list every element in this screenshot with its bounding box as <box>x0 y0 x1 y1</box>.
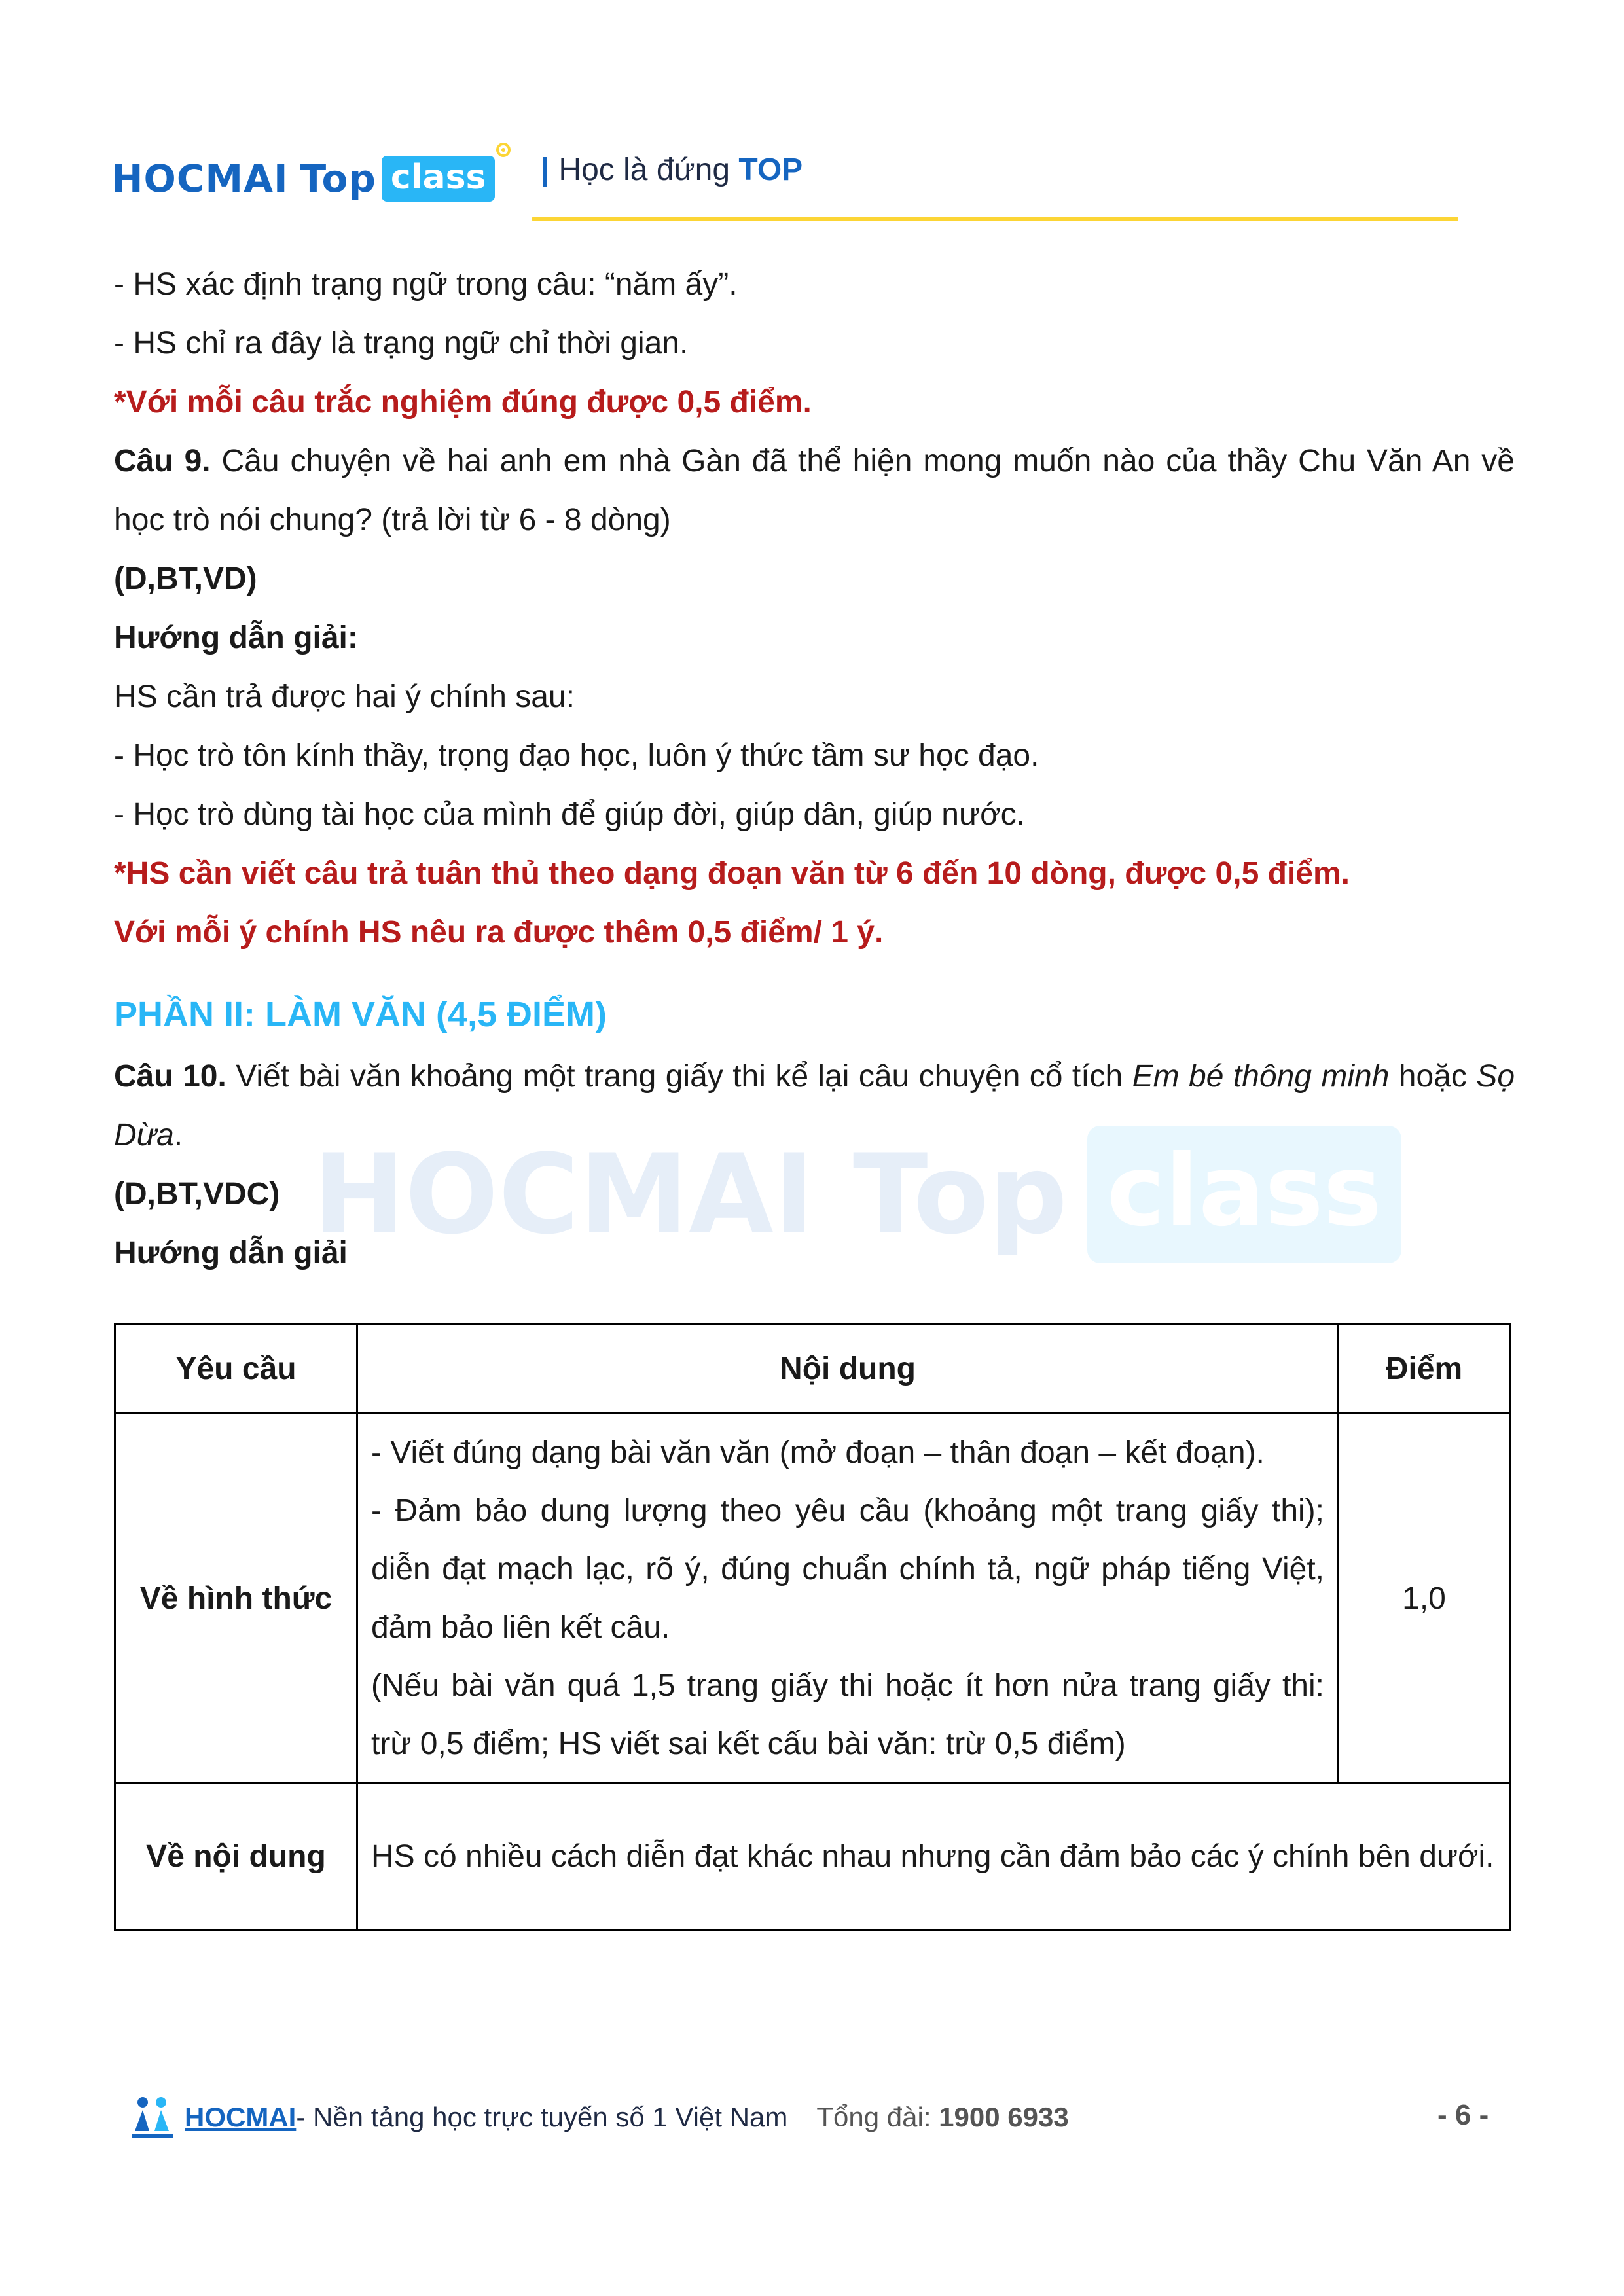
logo-hocmai-text: HOCMAI <box>111 156 289 201</box>
logo-class-badge <box>382 156 496 202</box>
table-header-cell: Yêu cầu <box>115 1325 357 1414</box>
guide-line-2: - Học trò tôn kính thầy, trọng đạo học, luôn ý thức tầm sư học đạo. <box>114 738 1039 773</box>
guide-heading: Hướng dẫn giải: <box>114 620 358 655</box>
table-row <box>115 1414 1510 1784</box>
table-row-label: Về hình thức <box>115 1414 357 1784</box>
hotline-label: Tổng đài: <box>816 2102 939 2132</box>
table-content-line: (Nếu bài văn quá 1,5 trang giấy thi hoặc ít hơn nửa trang giấy thi: trừ 0,5 điểm; HS viết sai kết cấu bài văn: trừ 0,5 điểm) <box>371 1668 1324 1761</box>
grading-table <box>114 1323 1511 1931</box>
answer-line-2: - HS chỉ ra đây là trạng ngữ chỉ thời gian. <box>114 326 689 361</box>
table-content-line: - Viết đúng dạng bài văn văn (mở đoạn – thân đoạn – kết đoạn). <box>371 1435 1265 1470</box>
guide-heading-2: Hướng dẫn giải <box>114 1236 348 1270</box>
footer-brand-link[interactable]: HOCMAI <box>185 2102 297 2132</box>
footer-slogan: - Nền tảng học trực tuyến số 1 Việt Nam <box>296 2102 788 2132</box>
tagline-divider: | <box>541 152 550 187</box>
scoring-note-2: *HS cần viết câu trả tuân thủ theo dạng đoạn văn từ 6 đến 10 dòng, được 0,5 điểm. <box>114 856 1350 891</box>
logo-class-text: class <box>390 158 486 197</box>
watermark-text: HOCMAI Top <box>313 1130 1068 1259</box>
table-header-cell: Điểm <box>1339 1325 1510 1414</box>
document-body <box>114 255 1515 1283</box>
section-heading: PHẦN II: LÀM VĂN (4,5 ĐIỂM) <box>114 995 607 1034</box>
question-9 <box>114 432 1515 550</box>
guide-line-3: - Học trò dùng tài học của mình để giúp đời, giúp dân, giúp nước. <box>114 797 1025 832</box>
table-row-score: 1,0 <box>1339 1414 1510 1784</box>
logo-top-text: Top <box>300 156 376 201</box>
tagline-strong: TOP <box>738 152 803 187</box>
question-9-level: (D,BT,VD) <box>114 562 257 596</box>
guide-line-1: HS cần trả được hai ý chính sau: <box>114 679 575 714</box>
header-divider <box>532 217 1458 221</box>
table-row-content <box>357 1414 1339 1784</box>
question-10-text-b: hoặc <box>1398 1059 1467 1094</box>
hotline-number: 1900 6933 <box>939 2102 1069 2132</box>
scoring-note-3: Với mỗi ý chính HS nêu ra được thêm 0,5 điểm/ 1 ý. <box>114 915 884 950</box>
answer-line-1: - HS xác định trạng ngữ trong câu: “năm ấy”. <box>114 267 738 302</box>
question-10-level: (D,BT,VDC) <box>114 1177 280 1211</box>
table-row-content: HS có nhiều cách diễn đạt khác nhau nhưng cần đảm bảo các ý chính bên dưới. <box>357 1784 1510 1930</box>
table-content-line: - Đảm bảo dung lượng theo yêu cầu (khoảng một trang giấy thi); diễn đạt mạch lạc, rõ ý, đúng chuẩn chính tả, ngữ pháp tiếng Việt, đảm bảo liên kết câu. <box>371 1494 1324 1645</box>
table-header-cell: Nội dung <box>357 1325 1339 1414</box>
question-10-text-a: Viết bài văn khoảng một trang giấy thi kể lại câu chuyện cổ tích <box>236 1059 1123 1094</box>
question-9-label: Câu 9. <box>114 444 211 478</box>
hocmai-logo-icon <box>128 2093 177 2142</box>
page-number: - 6 - <box>1437 2099 1489 2131</box>
brand-logo <box>111 143 495 215</box>
page-footer <box>128 2093 1069 2142</box>
scoring-note-1: *Với mỗi câu trắc nghiệm đúng được 0,5 điểm. <box>114 385 812 420</box>
question-9-text: Câu chuyện về hai anh em nhà Gàn đã thể hiện mong muốn nào của thầy Chu Văn An về học trò nói chung? (trả lời từ 6 - 8 dòng) <box>114 444 1515 537</box>
footer-hotline <box>816 2102 1068 2133</box>
watermark-class: class <box>1087 1126 1401 1263</box>
sun-icon <box>492 139 514 161</box>
question-10-label: Câu 10. <box>114 1059 226 1094</box>
table-row-label: Về nội dung <box>115 1784 357 1930</box>
table-header-row <box>115 1325 1510 1414</box>
table-row <box>115 1784 1510 1930</box>
question-10-end: . <box>173 1118 183 1153</box>
question-10-title-b: Sọ Dừa <box>114 1059 1515 1153</box>
question-10 <box>114 1047 1515 1165</box>
question-10-title-a: Em bé thông minh <box>1132 1059 1390 1094</box>
tagline-text: Học là đứng <box>558 152 731 187</box>
header-tagline <box>541 152 803 188</box>
